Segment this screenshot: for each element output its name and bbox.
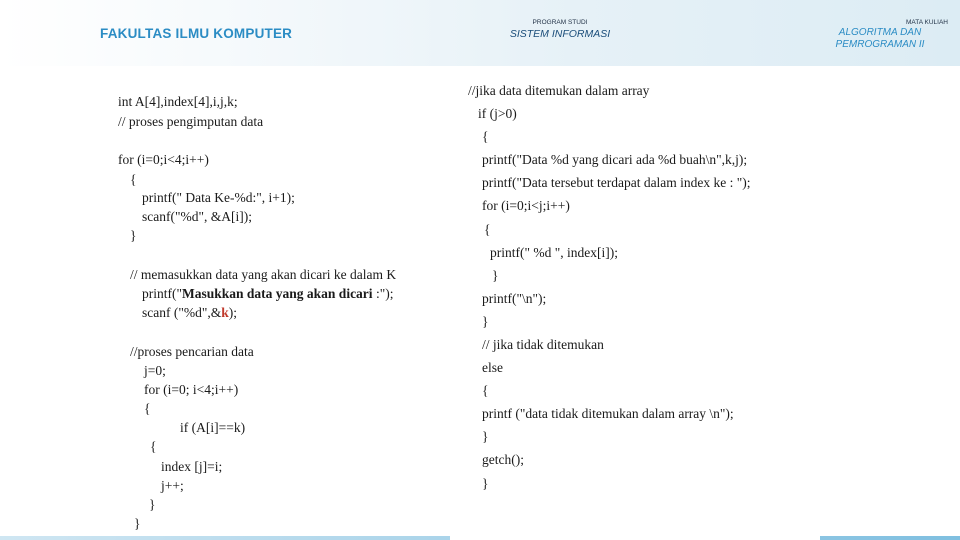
code-line: {	[482, 129, 489, 144]
code-line: {	[144, 401, 151, 416]
code-line: {	[150, 439, 157, 454]
code-segment-highlight: k	[221, 305, 229, 320]
code-line: // proses pengimputan data	[118, 114, 264, 129]
code-line: if (A[i]==k)	[180, 420, 246, 435]
code-line: printf(" %d ", index[i]);	[490, 245, 618, 260]
code-line: for (i=0;i<j;i++)	[482, 198, 570, 213]
code-segment: );	[228, 305, 238, 320]
code-line	[142, 286, 393, 302]
code-line: }	[482, 314, 489, 329]
code-line: }	[482, 429, 489, 444]
course-value-line: PEMROGRAMAN II	[835, 38, 925, 50]
code-line: scanf("%d", &A[i]);	[142, 209, 252, 224]
code-segment-bold: Masukkan data yang akan dicari	[182, 286, 373, 301]
code-line: else	[482, 360, 503, 375]
code-line: }	[149, 497, 156, 512]
code-line: {	[484, 222, 491, 237]
code-line: // memasukkan data yang akan dicari ke dalam K	[130, 267, 397, 282]
code-segment: printf("	[142, 286, 182, 301]
study-program-label: PROGRAM STUDI	[532, 19, 588, 26]
code-line: index [j]=i;	[161, 459, 223, 474]
code-line: }	[492, 268, 499, 283]
code-line: printf(" Data Ke-%d:", i+1);	[142, 190, 295, 205]
footer-divider-gap	[450, 536, 820, 540]
code-line: }	[130, 228, 137, 243]
code-line: printf("\n");	[482, 291, 547, 306]
course-label: MATA KULIAH	[905, 19, 948, 26]
code-line: int A[4],index[4],i,j,k;	[118, 94, 238, 109]
course-value-line: ALGORITMA DAN	[838, 27, 922, 38]
code-line: //proses pencarian data	[130, 344, 254, 359]
code-line: if (j>0)	[478, 106, 517, 121]
code-segment: :");	[372, 286, 394, 301]
code-line: printf("Data %d yang dicari ada %d buah\n",k,j);	[482, 152, 748, 167]
code-line: //jika data ditemukan dalam array	[468, 83, 650, 98]
study-program-value: SISTEM INFORMASI	[509, 28, 611, 40]
code-segment: scanf ("%d",&	[142, 305, 222, 320]
code-line: j++;	[161, 478, 184, 493]
code-line: printf ("data tidak ditemukan dalam array \n");	[482, 406, 734, 421]
code-line: j=0;	[144, 363, 166, 378]
code-line: }	[134, 516, 141, 531]
code-line: }	[482, 476, 489, 491]
code-line: for (i=0; i<4;i++)	[144, 382, 239, 397]
code-line: {	[482, 383, 489, 398]
code-line: getch();	[482, 452, 524, 467]
code-line: for (i=0;i<4;i++)	[118, 152, 209, 167]
code-line: // jika tidak ditemukan	[482, 337, 604, 352]
code-line	[142, 305, 237, 321]
code-line: printf("Data tersebut terdapat dalam index ke : ");	[482, 175, 751, 190]
faculty-title: FAKULTAS ILMU KOMPUTER	[100, 26, 293, 41]
code-line: {	[130, 172, 137, 187]
slide-header	[0, 0, 960, 66]
course-value	[812, 27, 948, 50]
